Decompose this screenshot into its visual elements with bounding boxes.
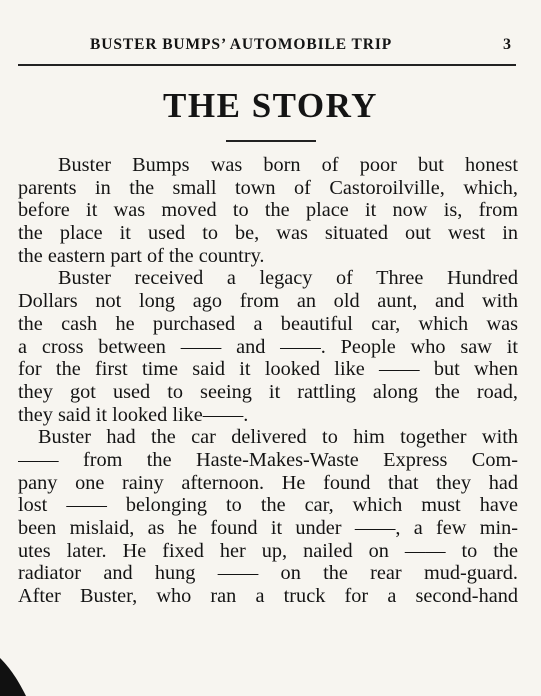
text-line: pany one rainy afternoon. He found that they had bbox=[18, 471, 518, 494]
text-line: the cash he purchased a beautiful car, which was bbox=[18, 312, 518, 335]
text-line: lost —— belonging to the car, which must have bbox=[18, 494, 518, 517]
text-line: —— from the Haste-Makes-Waste Express Com- bbox=[18, 448, 518, 471]
header-rule bbox=[18, 64, 516, 66]
story-text bbox=[18, 154, 518, 608]
text-line: been mislaid, as he found it under ——, a few min- bbox=[18, 517, 518, 539]
text-line: they got used to seeing it rattling along the road, bbox=[18, 380, 518, 403]
text-line: before it was moved to the place it now is, from bbox=[18, 199, 518, 222]
text-line: for the first time said it looked like —— but when bbox=[18, 358, 518, 381]
running-head: BUSTER BUMPS’ AUTOMOBILE TRIP bbox=[90, 36, 393, 53]
title-rule bbox=[226, 140, 316, 142]
text-line: Buster received a legacy of Three Hundred bbox=[58, 267, 518, 290]
text-line: Buster had the car delivered to him together with bbox=[38, 426, 518, 449]
text-line: parents in the small town of Castoroilville, which, bbox=[18, 176, 518, 199]
text-line: Buster Bumps was born of poor but honest bbox=[58, 154, 518, 176]
text-line: the eastern part of the country. bbox=[18, 244, 265, 267]
text-line: the place it used to be, was situated out west in bbox=[18, 222, 518, 245]
page-title: THE STORY bbox=[163, 86, 378, 125]
text-line: radiator and hung —— on the rear mud-guard. bbox=[18, 562, 518, 585]
text-line: utes later. He fixed her up, nailed on —— to the bbox=[18, 539, 518, 562]
page-corner-mark bbox=[0, 652, 40, 696]
text-line: a cross between —— and ——. People who saw it bbox=[18, 335, 518, 358]
text-line: they said it looked like——. bbox=[18, 403, 249, 426]
text-line: After Buster, who ran a truck for a second-hand bbox=[18, 585, 518, 608]
page-number: 3 bbox=[503, 36, 511, 53]
text-line: Dollars not long ago from an old aunt, and with bbox=[18, 290, 518, 313]
